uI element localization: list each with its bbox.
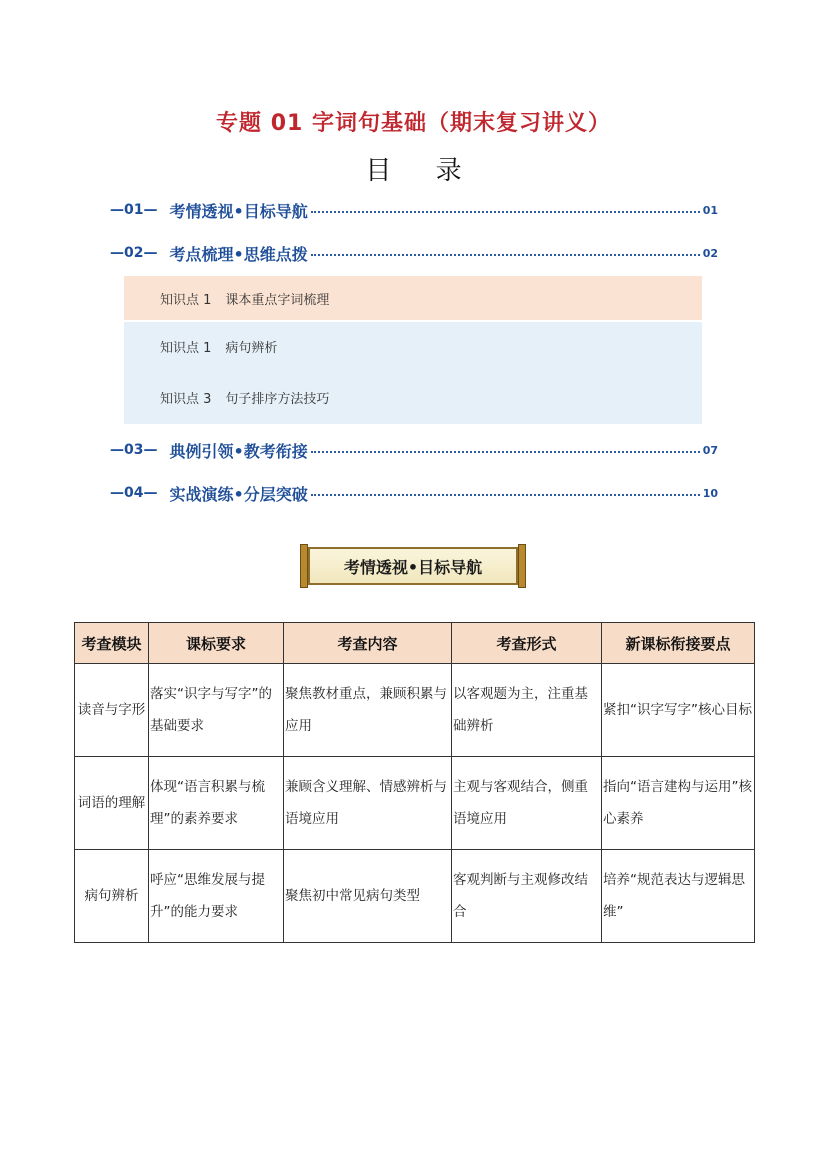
column-header: 课标要求 [149,623,284,664]
document-title: 专题 01 字词句基础（期末复习讲义） [216,111,611,136]
toc-entry-03[interactable] [110,438,718,462]
toc-leader-dots [311,494,700,496]
section-banner [300,544,526,588]
table-cell: 培养“规范表达与逻辑思维” [602,850,755,943]
table-cell: 聚焦初中常见病句类型 [284,850,452,943]
table-cell: 指向“语言建构与运用”核心素养 [602,757,755,850]
toc-title: 典例引领•教考衔接 [169,441,308,461]
toc-number: —02— [110,245,158,261]
table-cell: 词语的理解 [75,757,149,850]
toc-number: —04— [110,485,158,501]
toc-title: 考情透视•目标导航 [169,201,308,221]
toc-title: 考点梳理•思维点拨 [169,244,308,264]
toc-heading: 目 录 [365,156,480,186]
table-cell: 客观判断与主观修改结合 [452,850,602,943]
toc-number: —01— [110,202,158,218]
column-header: 考查形式 [452,623,602,664]
table-cell: 兼顾含义理解、情感辨析与语境应用 [284,757,452,850]
knowledge-point-text: 句子排序方法技巧 [225,391,330,407]
knowledge-point-label: 知识点 1 [160,292,212,308]
table-cell: 紧扣“识字写字”核心目标 [602,664,755,757]
toc-leader-dots [311,254,700,256]
table-cell: 落实“识字与写字”的基础要求 [149,664,284,757]
toc-page-number: 10 [702,486,718,500]
knowledge-point-2[interactable] [124,322,702,370]
toc-page-number: 01 [702,203,718,217]
toc-entry-04[interactable] [110,481,718,505]
table-cell: 读音与字形 [75,664,149,757]
table-row [75,850,755,943]
column-header: 考查模块 [75,623,149,664]
table-cell: 病句辨析 [75,850,149,943]
table-row [75,757,755,850]
toc-page-number: 02 [702,246,718,260]
toc-leader-dots [311,211,700,213]
section-banner-title: 考情透视•目标导航 [308,547,518,585]
toc-page-number: 07 [702,443,718,457]
toc-number: —03— [110,442,158,458]
scroll-cap-left [300,544,308,588]
knowledge-point-label: 知识点 3 [160,391,212,407]
scroll-cap-right [518,544,526,588]
toc-entry-02[interactable] [110,241,718,265]
knowledge-point-text: 病句辨析 [225,340,278,356]
knowledge-point-3[interactable] [124,370,702,424]
knowledge-point-1[interactable] [124,276,702,320]
table-cell: 主观与客观结合，侧重语境应用 [452,757,602,850]
toc-leader-dots [311,451,700,453]
toc-entry-01[interactable] [110,198,718,222]
column-header: 新课标衔接要点 [602,623,755,664]
exam-overview-table [74,622,755,943]
knowledge-point-label: 知识点 1 [160,340,212,356]
knowledge-point-text: 课本重点字词梳理 [225,292,330,308]
table-cell: 体现“语言积累与梳理”的素养要求 [149,757,284,850]
table-cell: 呼应“思维发展与提升”的能力要求 [149,850,284,943]
column-header: 考查内容 [284,623,452,664]
toc-title: 实战演练•分层突破 [169,484,308,504]
table-header-row [75,623,755,664]
table-cell: 以客观题为主，注重基础辨析 [452,664,602,757]
table-row [75,664,755,757]
table-cell: 聚焦教材重点，兼顾积累与应用 [284,664,452,757]
